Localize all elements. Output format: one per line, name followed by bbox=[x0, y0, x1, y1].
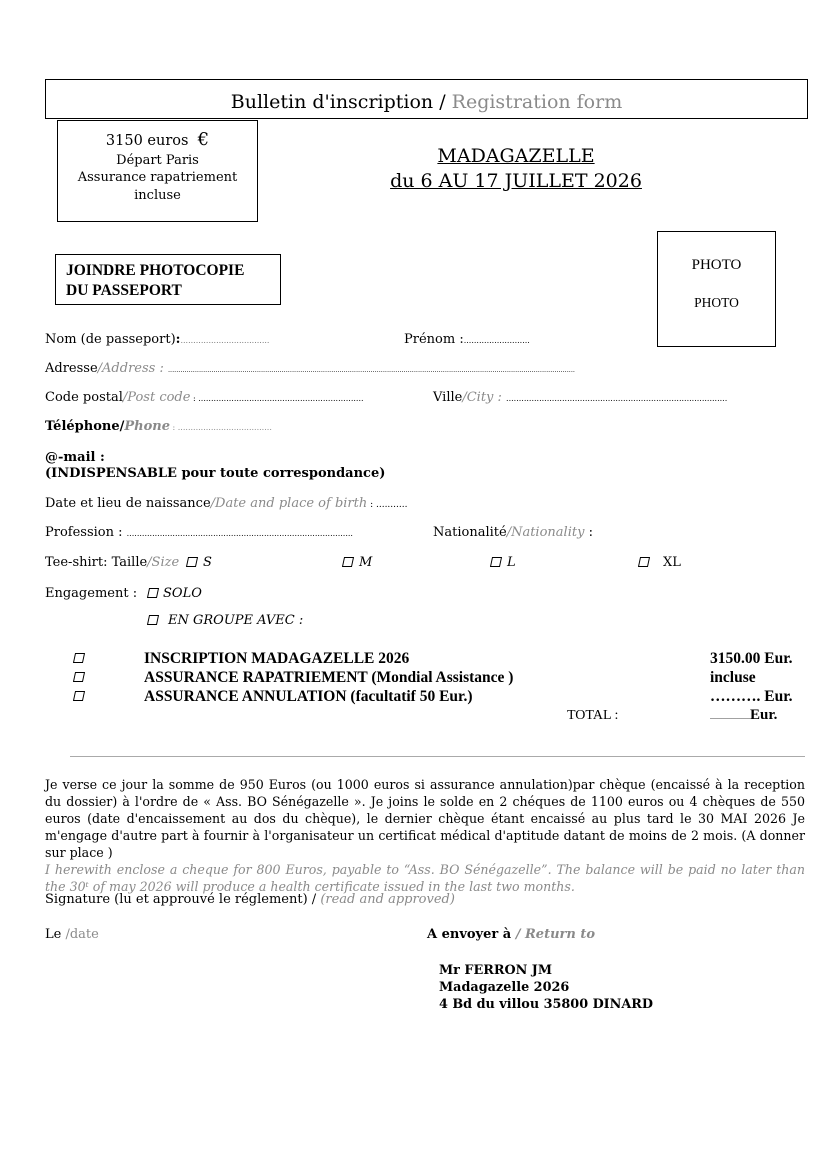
checkbox-icon[interactable] bbox=[638, 557, 650, 567]
profession-dots: ......................................................................................... bbox=[126, 529, 353, 538]
checkbox-icon[interactable] bbox=[490, 557, 502, 567]
tel-en: Phone bbox=[124, 419, 170, 434]
email-label: @-mail : bbox=[45, 450, 105, 465]
send-en: / Return to bbox=[515, 927, 596, 942]
checkbox-icon[interactable] bbox=[73, 653, 85, 663]
checkbox-icon[interactable] bbox=[186, 557, 198, 567]
date-label: Le bbox=[45, 927, 66, 942]
size-option-l[interactable] bbox=[491, 555, 516, 570]
nom-colon: : bbox=[175, 332, 181, 347]
size-option-m[interactable] bbox=[343, 555, 372, 570]
birth-field[interactable] bbox=[45, 496, 407, 511]
adresse-field[interactable] bbox=[45, 361, 575, 376]
item-price: incluse bbox=[710, 669, 756, 686]
teeshirt-label bbox=[45, 555, 179, 570]
address-line2: Madagazelle 2026 bbox=[439, 980, 570, 995]
event-name: MADAGAZELLE bbox=[437, 145, 595, 167]
photo-line1: PHOTO bbox=[691, 257, 742, 273]
price-value: 3150 euros bbox=[105, 133, 189, 149]
size-option-s[interactable] bbox=[187, 555, 212, 570]
email-field[interactable] bbox=[45, 450, 385, 482]
checkbox-icon[interactable] bbox=[73, 672, 85, 682]
engagement-group[interactable] bbox=[148, 613, 303, 628]
page-title bbox=[45, 91, 808, 113]
ville-field[interactable] bbox=[433, 390, 727, 405]
euro-icon: € bbox=[197, 129, 210, 150]
profession-label: Profession : bbox=[45, 525, 127, 540]
total-label: TOTAL : bbox=[567, 708, 619, 723]
checkbox-icon[interactable] bbox=[73, 691, 85, 701]
adresse-label: Adresse bbox=[45, 361, 98, 376]
teeshirt-label-fr: Tee-shirt: Taille bbox=[45, 555, 148, 570]
send-to bbox=[427, 927, 595, 942]
profession-field[interactable] bbox=[45, 525, 353, 540]
total-unit: Eur. bbox=[750, 707, 778, 723]
nat-colon: : bbox=[584, 525, 593, 540]
item-price: ………. Eur. bbox=[710, 688, 793, 705]
birth-en: /Date and place of birth bbox=[210, 496, 368, 511]
photo-line2: PHOTO bbox=[694, 295, 739, 310]
cp-en: /Post code bbox=[122, 390, 191, 405]
return-address bbox=[439, 962, 653, 1013]
birth-dots: : ........... bbox=[367, 500, 408, 510]
nom-label: Nom (de passeport) bbox=[45, 332, 176, 347]
checkbox-icon[interactable] bbox=[342, 557, 354, 567]
size-l-label: L bbox=[507, 555, 516, 570]
price-insurance: Assurance rapatriement bbox=[77, 170, 238, 185]
price-departure: Départ Paris bbox=[116, 152, 199, 168]
ville-en: /City : bbox=[462, 390, 507, 405]
engagement-solo[interactable] bbox=[148, 586, 202, 601]
teeshirt-label-en: /Size bbox=[147, 555, 180, 570]
size-s-label: S bbox=[203, 555, 212, 570]
prenom-field[interactable] bbox=[404, 332, 530, 347]
adresse-en: /Address : bbox=[97, 361, 168, 376]
prenom-dots: .......................... bbox=[463, 336, 530, 345]
nat-en: /Nationality bbox=[506, 525, 585, 540]
checkbox-icon[interactable] bbox=[147, 615, 159, 625]
price-included: incluse bbox=[134, 187, 181, 203]
event-dates: du 6 AU 17 JUILLET 2026 bbox=[390, 170, 642, 192]
payment-text bbox=[45, 776, 805, 895]
nat-label: Nationalité bbox=[433, 525, 507, 540]
address-line1: Mr FERRON JM bbox=[439, 963, 552, 978]
nom-dots: ................................... bbox=[180, 336, 270, 345]
cp-field[interactable] bbox=[45, 390, 364, 405]
tel-label: Téléphone/ bbox=[45, 419, 125, 434]
send-label: A envoyer à bbox=[427, 927, 516, 942]
tel-dots: : ..................................... bbox=[169, 423, 272, 432]
signature-field[interactable] bbox=[45, 892, 455, 907]
event-title bbox=[380, 144, 652, 194]
nom-field[interactable] bbox=[45, 332, 269, 347]
photo-box[interactable] bbox=[657, 231, 776, 347]
divider bbox=[70, 756, 805, 757]
address-line3: 4 Bd du villou 35800 DINARD bbox=[439, 997, 654, 1012]
cp-dots: : ................................................................. bbox=[190, 394, 364, 403]
title-en: Registration form bbox=[451, 91, 623, 113]
signature-label: Signature (lu et approuvé le réglement) / bbox=[45, 892, 321, 907]
passport-line2: DU PASSEPORT bbox=[66, 282, 182, 299]
total-value[interactable] bbox=[710, 707, 777, 724]
size-xl-label: XL bbox=[663, 555, 681, 570]
signature-en: (read and approved) bbox=[320, 892, 455, 907]
passport-box-content bbox=[66, 261, 244, 301]
cp-label: Code postal bbox=[45, 390, 123, 405]
price-box-content bbox=[57, 131, 258, 204]
date-field[interactable] bbox=[45, 927, 99, 942]
title-sep: / bbox=[433, 91, 452, 113]
date-en: /date bbox=[65, 927, 99, 942]
prenom-label: Prénom : bbox=[404, 332, 464, 347]
payment-en: I herewith enclose a cheque for 800 Euros, payable to “Ass. BO Sénégazelle”. The balance will be paid no later than the 30ᵗ of may 2026 will produce a health certificate issued in the last two months. bbox=[45, 862, 805, 894]
item-label: INSCRIPTION MADAGAZELLE 2026 bbox=[144, 650, 410, 667]
payment-fr: Je verse ce jour la somme de 950 Euros (ou 1000 euros si assurance annulation)par chèque (encaissé à la reception du dossier) à l'ordre de « Ass. BO Sénégazelle ». Je joins le solde en 2 chéques de 1100 euros ou 4 chèques de 550 euros (date d'encaissement au dos du chèque), le dernier chèque étant encaissé au plus tard le 30 MAI 2026 Je m'engage d'autre part à fournir à l'organisateur un certificat médical d'aptitude datant de moins de 2 mois. (A donner sur place ) bbox=[45, 777, 805, 860]
item-label: ASSURANCE RAPATRIEMENT (Mondial Assistance ) bbox=[144, 669, 514, 686]
nat-field[interactable] bbox=[433, 525, 593, 540]
engagement-label: Engagement : bbox=[45, 586, 138, 601]
size-option-xl[interactable] bbox=[639, 555, 681, 570]
total-dots: .................... bbox=[710, 712, 750, 721]
email-note: (INDISPENSABLE pour toute correspondance) bbox=[45, 466, 386, 481]
group-label: EN GROUPE AVEC : bbox=[168, 613, 304, 628]
ville-label: Ville bbox=[433, 390, 463, 405]
item-label: ASSURANCE ANNULATION (facultatif 50 Eur.) bbox=[144, 688, 473, 705]
price-line bbox=[57, 131, 258, 151]
solo-label: SOLO bbox=[163, 586, 202, 601]
size-m-label: M bbox=[359, 555, 373, 570]
ville-dots: ....................................................................................... bbox=[506, 394, 728, 403]
checkbox-icon[interactable] bbox=[147, 588, 159, 598]
passport-line1: JOINDRE PHOTOCOPIE bbox=[66, 262, 245, 279]
adresse-dots: ..................................................................................................................................................................................................... bbox=[167, 366, 576, 374]
item-price: 3150.00 Eur. bbox=[710, 650, 793, 667]
birth-label: Date et lieu de naissance bbox=[45, 496, 211, 511]
tel-field[interactable] bbox=[45, 419, 272, 434]
title-fr: Bulletin d'inscription bbox=[230, 91, 434, 113]
